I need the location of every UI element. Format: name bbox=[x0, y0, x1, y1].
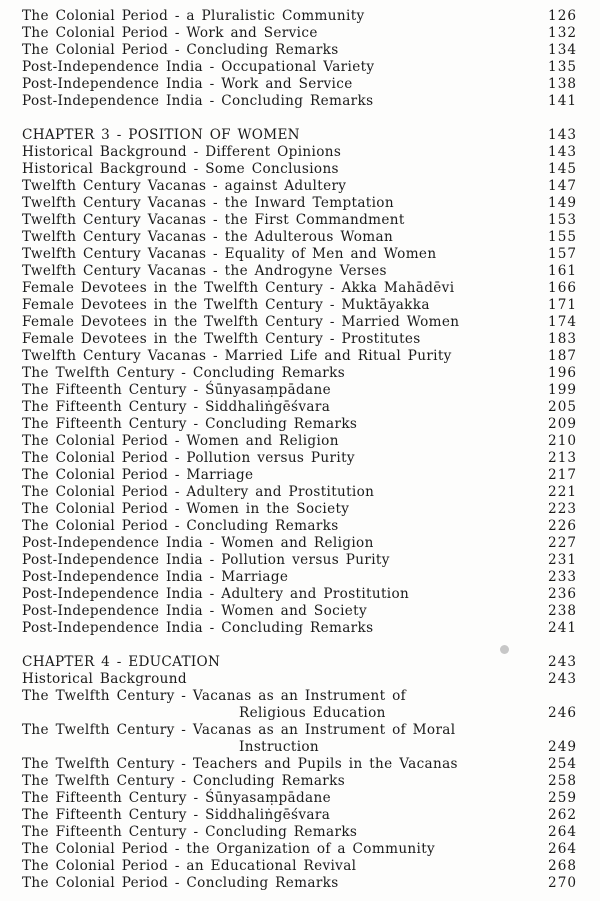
toc-entry: Post-Independence India - Marriage 233 bbox=[22, 569, 577, 585]
toc-entry: Post-Independence India - Concluding Remarks 141 bbox=[22, 93, 577, 109]
chapter-4-section bbox=[22, 654, 577, 892]
toc-entry: The Colonial Period - an Educational Revival 268 bbox=[22, 858, 577, 874]
toc-entry: The Colonial Period - Women and Religion 210 bbox=[22, 433, 577, 449]
toc-entry: Twelfth Century Vacanas - Equality of Men and Women 157 bbox=[22, 246, 577, 262]
page-number: 135 bbox=[548, 59, 577, 75]
toc-entry: Post-Independence India - Occupational Variety 135 bbox=[22, 59, 577, 75]
toc-entry: The Twelfth Century - Concluding Remarks 196 bbox=[22, 365, 577, 381]
page-number: 143 bbox=[548, 144, 577, 160]
toc-entry: The Colonial Period - Work and Service 132 bbox=[22, 25, 577, 41]
page-number: 246 bbox=[548, 705, 577, 721]
page-number: 268 bbox=[548, 858, 577, 874]
toc-entry: The Colonial Period - Marriage 217 bbox=[22, 467, 577, 483]
page-number: 187 bbox=[548, 348, 577, 364]
toc-entry: The Colonial Period - Concluding Remarks 270 bbox=[22, 875, 577, 891]
toc-entry: The Colonial Period - the Organization of a Community 264 bbox=[22, 841, 577, 857]
toc-entry: The Fifteenth Century - Siddhaliṅgēśvara 262 bbox=[22, 807, 577, 823]
page-number: 217 bbox=[548, 467, 577, 483]
ink-smudge bbox=[500, 645, 509, 654]
toc-entry: The Fifteenth Century - Concluding Remarks 264 bbox=[22, 824, 577, 840]
page-number: 210 bbox=[548, 433, 577, 449]
section-a-entries bbox=[22, 8, 577, 110]
page-number: 231 bbox=[548, 552, 577, 568]
toc-entry: Post-Independence India - Adultery and Prostitution 236 bbox=[22, 586, 577, 602]
page-number: 155 bbox=[548, 229, 577, 245]
page-number: 258 bbox=[548, 773, 577, 789]
toc-entry: The Fifteenth Century - Concluding Remarks 209 bbox=[22, 416, 577, 432]
page-number: 174 bbox=[548, 314, 577, 330]
toc-entry: The Colonial Period - Women in the Society 223 bbox=[22, 501, 577, 517]
page-number: 209 bbox=[548, 416, 577, 432]
toc-entry: The Colonial Period - a Pluralistic Community 126 bbox=[22, 8, 577, 24]
toc-entry: The Colonial Period - Concluding Remarks 226 bbox=[22, 518, 577, 534]
toc-entry: The Twelfth Century - Teachers and Pupils in the Vacanas 254 bbox=[22, 756, 577, 772]
page-number: 205 bbox=[548, 399, 577, 415]
page-number: 147 bbox=[548, 178, 577, 194]
page-number: 243 bbox=[548, 654, 577, 670]
toc-entry: Post-Independence India - Women and Society 238 bbox=[22, 603, 577, 619]
page-number: 227 bbox=[548, 535, 577, 551]
page-number: 259 bbox=[548, 790, 577, 806]
page-number: 157 bbox=[548, 246, 577, 262]
page-number: 241 bbox=[548, 620, 577, 636]
page-number: 262 bbox=[548, 807, 577, 823]
page-number: 145 bbox=[548, 161, 577, 177]
page-number: 254 bbox=[548, 756, 577, 772]
page-number: 134 bbox=[548, 42, 577, 58]
toc-entry: The Colonial Period - Pollution versus Purity 213 bbox=[22, 450, 577, 466]
toc-entry: The Colonial Period - Concluding Remarks 134 bbox=[22, 42, 577, 58]
chapter-heading: CHAPTER 4 - EDUCATION 243 bbox=[22, 654, 577, 670]
toc-entry: The Fifteenth Century - Śūnyasaṃpādane 259 bbox=[22, 790, 577, 806]
page-number: 126 bbox=[548, 8, 577, 24]
page-number: 166 bbox=[548, 280, 577, 296]
toc-entry: Female Devotees in the Twelfth Century - Muktāyakka 171 bbox=[22, 297, 577, 313]
page-number: 233 bbox=[548, 569, 577, 585]
toc-entry: The Colonial Period - Adultery and Prostitution 221 bbox=[22, 484, 577, 500]
page-number: 143 bbox=[548, 127, 577, 143]
toc-entry: The Fifteenth Century - Śūnyasaṃpādane 199 bbox=[22, 382, 577, 398]
toc-entry-multiline: The Twelfth Century - Vacanas as an Instrument of Religious Education 246 bbox=[22, 688, 577, 721]
toc-entry: Post-Independence India - Pollution versus Purity 231 bbox=[22, 552, 577, 568]
page-number: 264 bbox=[548, 841, 577, 857]
page-number: 236 bbox=[548, 586, 577, 602]
page-number: 138 bbox=[548, 76, 577, 92]
toc-entry: Twelfth Century Vacanas - the Inward Temptation 149 bbox=[22, 195, 577, 211]
toc-entry: Post-Independence India - Work and Service 138 bbox=[22, 76, 577, 92]
toc-entry: Twelfth Century Vacanas - against Adultery 147 bbox=[22, 178, 577, 194]
page-number: 213 bbox=[548, 450, 577, 466]
spacer bbox=[22, 637, 577, 654]
toc-entry: The Fifteenth Century - Siddhaliṅgēśvara 205 bbox=[22, 399, 577, 415]
spacer bbox=[22, 110, 577, 127]
toc-entry: Female Devotees in the Twelfth Century - Prostitutes 183 bbox=[22, 331, 577, 347]
chapter-3-section bbox=[22, 127, 577, 637]
toc-entry: Historical Background 243 bbox=[22, 671, 577, 687]
page-number: 264 bbox=[548, 824, 577, 840]
toc-entry: Post-Independence India - Women and Religion 227 bbox=[22, 535, 577, 551]
page-number: 270 bbox=[548, 875, 577, 891]
page-number: 171 bbox=[548, 297, 577, 313]
toc-entry: Historical Background - Some Conclusions 145 bbox=[22, 161, 577, 177]
toc-entry: Female Devotees in the Twelfth Century - Akka Mahādēvi 166 bbox=[22, 280, 577, 296]
toc-entry: Twelfth Century Vacanas - the Adulterous Woman 155 bbox=[22, 229, 577, 245]
page-number: 199 bbox=[548, 382, 577, 398]
page-number: 132 bbox=[548, 25, 577, 41]
page-number: 238 bbox=[548, 603, 577, 619]
table-of-contents bbox=[22, 8, 577, 892]
toc-entry-multiline: The Twelfth Century - Vacanas as an Instrument of Moral Instruction 249 bbox=[22, 722, 577, 755]
page-number: 196 bbox=[548, 365, 577, 381]
page-number: 221 bbox=[548, 484, 577, 500]
page-number: 183 bbox=[548, 331, 577, 347]
page-number: 149 bbox=[548, 195, 577, 211]
page-number: 226 bbox=[548, 518, 577, 534]
toc-entry: Historical Background - Different Opinions 143 bbox=[22, 144, 577, 160]
toc-entry: The Twelfth Century - Concluding Remarks 258 bbox=[22, 773, 577, 789]
page-number: 249 bbox=[548, 739, 577, 755]
page-number: 153 bbox=[548, 212, 577, 228]
toc-entry: Female Devotees in the Twelfth Century - Married Women 174 bbox=[22, 314, 577, 330]
page-number: 141 bbox=[548, 93, 577, 109]
page-number: 161 bbox=[548, 263, 577, 279]
toc-entry: Twelfth Century Vacanas - the First Commandment 153 bbox=[22, 212, 577, 228]
page-number: 243 bbox=[548, 671, 577, 687]
toc-entry: Post-Independence India - Concluding Remarks 241 bbox=[22, 620, 577, 636]
page-number: 223 bbox=[548, 501, 577, 517]
toc-entry: Twelfth Century Vacanas - the Androgyne Verses 161 bbox=[22, 263, 577, 279]
toc-entry: Twelfth Century Vacanas - Married Life and Ritual Purity 187 bbox=[22, 348, 577, 364]
chapter-heading: CHAPTER 3 - POSITION OF WOMEN 143 bbox=[22, 127, 577, 143]
